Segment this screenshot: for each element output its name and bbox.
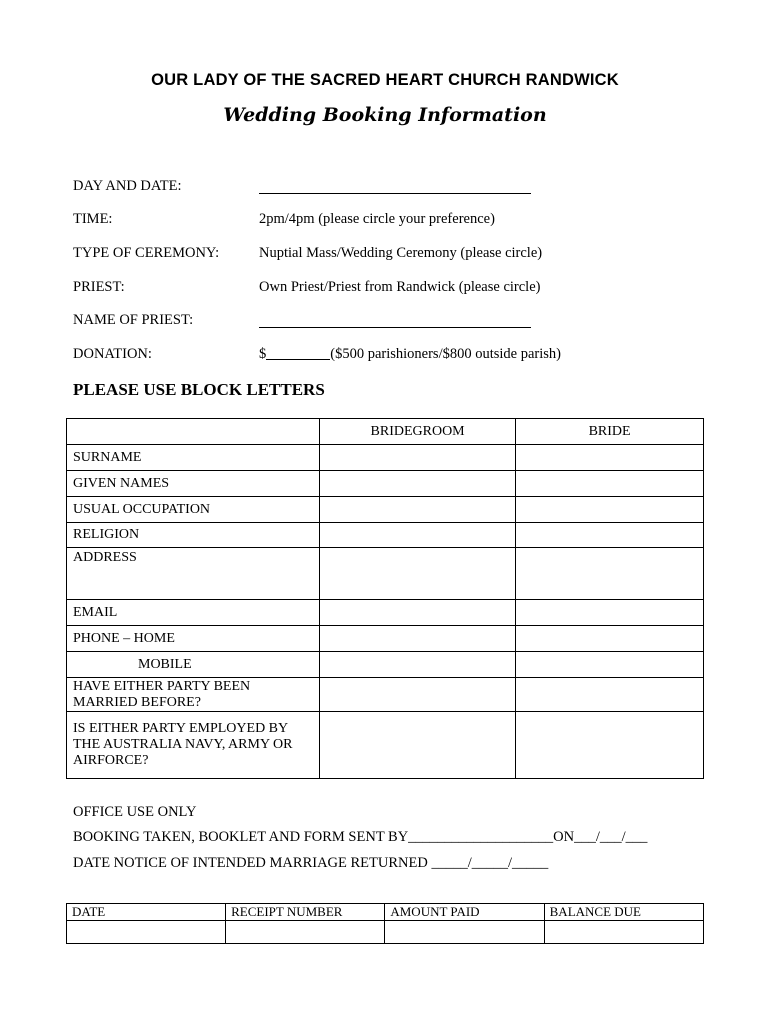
time-label: TIME: [73,211,113,227]
bride-address-cell[interactable] [516,548,704,600]
day-date-field[interactable] [259,193,531,194]
table-row [67,600,704,626]
receipt-number-cell[interactable] [226,921,385,944]
bridegroom-mobile-cell[interactable] [320,652,516,678]
donation-value: ($500 parishioners/$800 outside parish) [330,346,562,362]
bride-header: BRIDE [516,419,704,445]
bridegroom-email-cell[interactable] [320,600,516,626]
bride-mobile-cell[interactable] [516,652,704,678]
receipt-amount-cell[interactable] [385,921,544,944]
ceremony-value: Nuptial Mass/Wedding Ceremony (please circle) [259,245,543,261]
row-label-surname: SURNAME [67,445,320,471]
row-label-phone-home: PHONE – HOME [67,626,320,652]
table-row [67,445,704,471]
bride-email-cell[interactable] [516,600,704,626]
row-label-address: ADDRESS [67,548,320,600]
receipt-balance-cell[interactable] [544,921,703,944]
receipt-header-receipt-number: RECEIPT NUMBER [226,904,385,921]
bride-defence-cell[interactable] [516,712,704,779]
receipt-date-cell[interactable] [67,921,226,944]
donation-label: DONATION: [73,346,152,362]
table-row [67,921,704,944]
receipt-header-date: DATE [67,904,226,921]
bridegroom-given-names-cell[interactable] [320,471,516,497]
row-label-mobile: MOBILE [67,652,320,678]
bride-occupation-cell[interactable] [516,497,704,523]
table-row [67,712,704,779]
row-label-religion: RELIGION [67,523,320,548]
bridegroom-address-cell[interactable] [320,548,516,600]
priest-label: PRIEST: [73,279,125,295]
priest-name-field[interactable] [259,327,531,328]
block-letters-heading: PLEASE USE BLOCK LETTERS [73,380,325,399]
row-label-given-names: GIVEN NAMES [67,471,320,497]
bridegroom-religion-cell[interactable] [320,523,516,548]
bride-religion-cell[interactable] [516,523,704,548]
table-header-row [67,419,704,445]
row-label-married-before: HAVE EITHER PARTY BEEN MARRIED BEFORE? [67,678,320,712]
office-use-heading: OFFICE USE ONLY [73,804,197,820]
table-row [67,471,704,497]
form-title: Wedding Booking Information [223,104,547,126]
row-label-occupation: USUAL OCCUPATION [67,497,320,523]
priest-name-label: NAME OF PRIEST: [73,312,194,328]
table-row [67,523,704,548]
row-label-email: EMAIL [67,600,320,626]
ceremony-label: TYPE OF CEREMONY: [73,245,220,261]
table-row [67,548,704,600]
time-value: 2pm/4pm (please circle your preference) [259,211,495,227]
row-label-defence-employment: IS EITHER PARTY EMPLOYED BY THE AUSTRALIA NAVY, ARMY OR AIRFORCE? [67,712,320,779]
bride-phone-home-cell[interactable] [516,626,704,652]
receipt-header-row [67,904,704,921]
header-blank-cell [67,419,320,445]
bride-married-before-cell[interactable] [516,678,704,712]
table-row [67,626,704,652]
table-row [67,497,704,523]
bridegroom-surname-cell[interactable] [320,445,516,471]
donation-prefix: $ [259,346,267,362]
donation-value-group [259,346,561,363]
day-date-label: DAY AND DATE: [73,178,182,194]
bride-given-names-cell[interactable] [516,471,704,497]
table-row [67,652,704,678]
receipt-header-amount-paid: AMOUNT PAID [385,904,544,921]
receipt-header-balance-due: BALANCE DUE [544,904,703,921]
church-title: OUR LADY OF THE SACRED HEART CHURCH RANDWICK [151,71,619,89]
bridegroom-defence-cell[interactable] [320,712,516,779]
bridegroom-married-before-cell[interactable] [320,678,516,712]
priest-value: Own Priest/Priest from Randwick (please circle) [259,279,541,295]
bride-surname-cell[interactable] [516,445,704,471]
details-table [66,418,704,779]
booking-taken-line[interactable]: BOOKING TAKEN, BOOKLET AND FORM SENT BY____________________ON___/___/___ [73,829,648,845]
bridegroom-header: BRIDEGROOM [320,419,516,445]
notice-returned-line[interactable]: DATE NOTICE OF INTENDED MARRIAGE RETURNED _____/_____/_____ [73,855,549,871]
donation-amount-field[interactable] [266,347,330,360]
bridegroom-occupation-cell[interactable] [320,497,516,523]
table-row [67,678,704,712]
bridegroom-phone-home-cell[interactable] [320,626,516,652]
receipt-table [66,903,704,944]
